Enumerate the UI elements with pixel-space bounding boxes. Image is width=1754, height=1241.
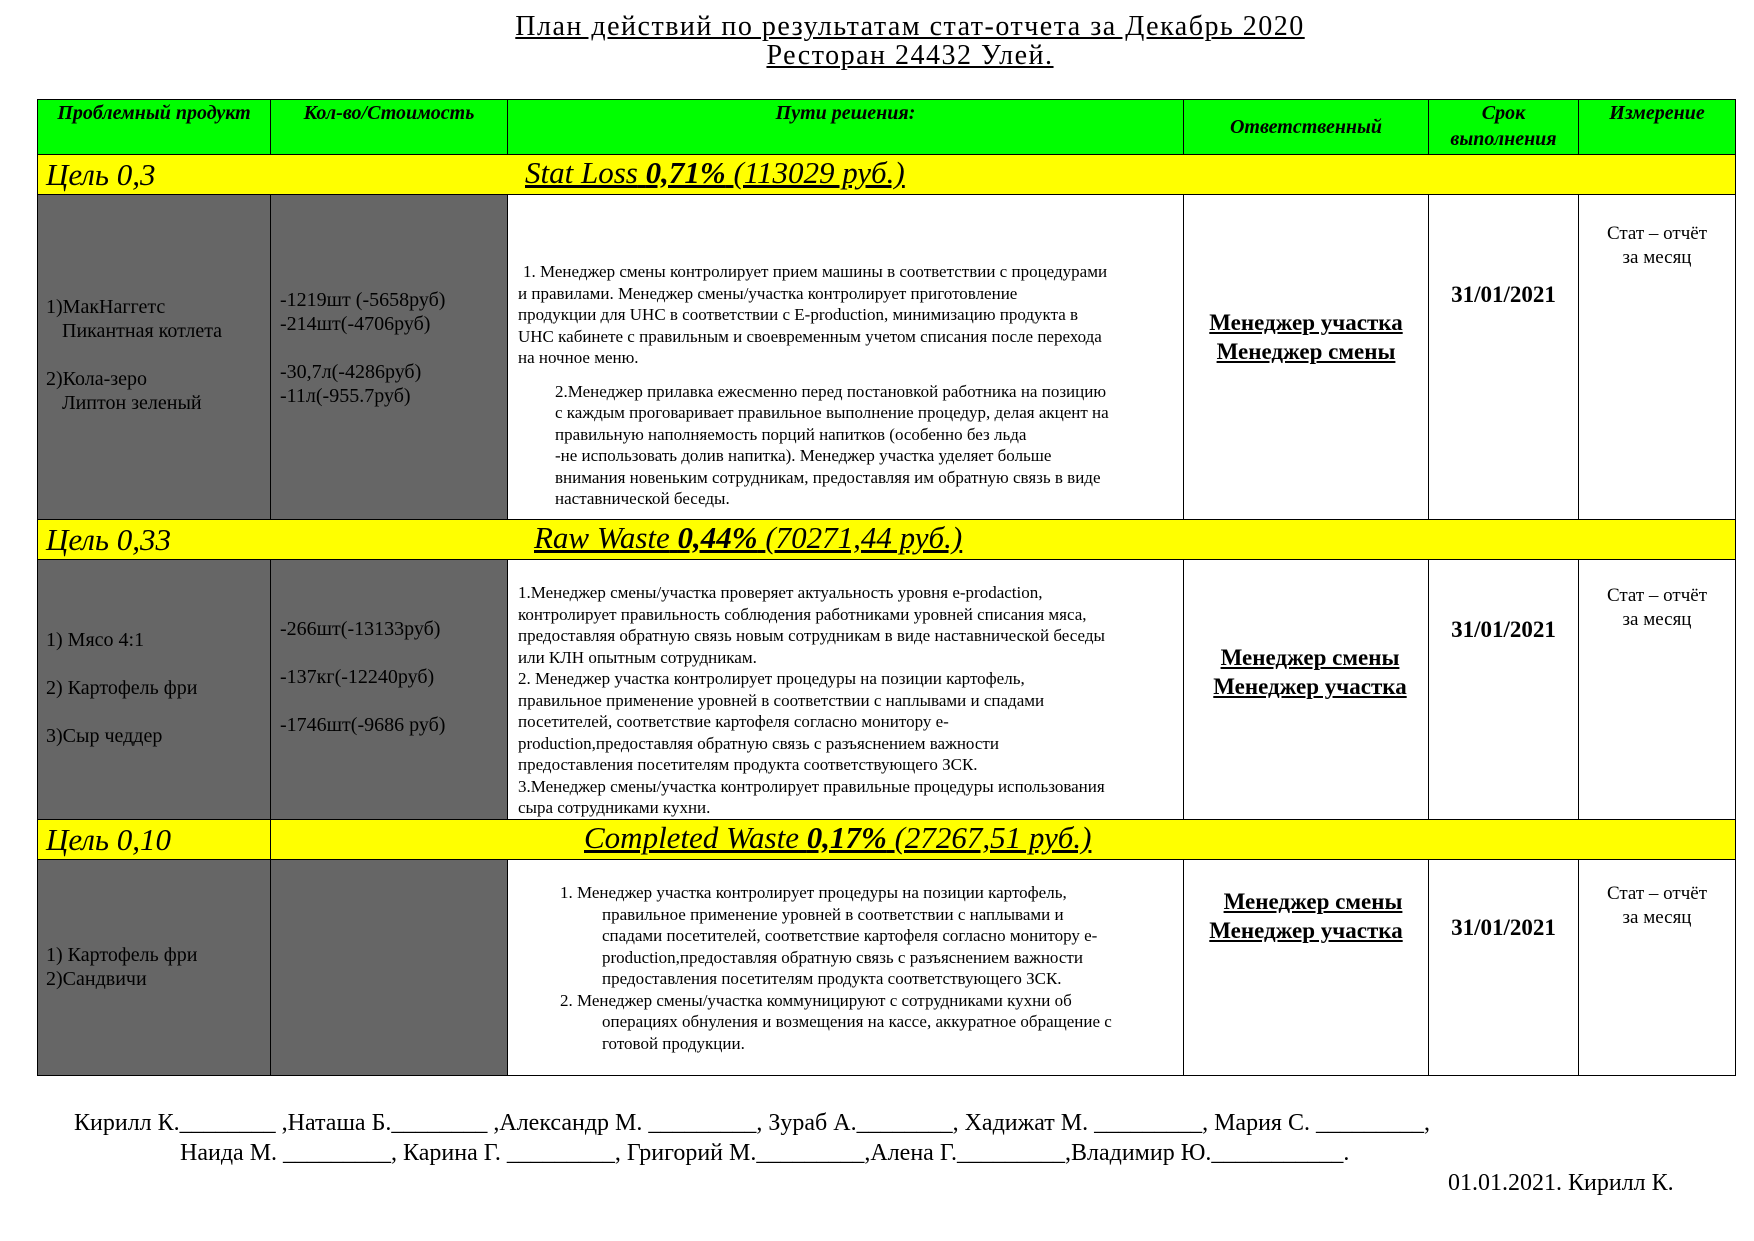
solution-line: предоставления посетителям продукта соответствующего ЗСК. xyxy=(518,755,978,774)
metric-percent: 0,17% xyxy=(806,820,887,855)
header-responsible: Ответственный xyxy=(1184,100,1429,155)
header-solutions: Пути решения: xyxy=(508,100,1184,155)
measure-cell xyxy=(1579,195,1736,520)
responsible-cell xyxy=(1184,195,1429,520)
product-cell xyxy=(38,560,271,820)
qty-item: -1746шт(-9686 руб) xyxy=(280,714,446,736)
responsible-cell xyxy=(1184,860,1429,1076)
qty-cell xyxy=(271,860,508,1076)
title-line-1: План действий по результатам стат-отчета за Декабрь 2020 xyxy=(515,11,1305,42)
section-row xyxy=(38,560,1736,820)
product-item: 1) Картофель фри xyxy=(46,944,198,966)
responsible-name: Менеджер смены xyxy=(1220,645,1400,670)
responsible-name: Менеджер смены xyxy=(1223,889,1403,914)
deadline-date: 31/01/2021 xyxy=(1451,617,1556,642)
solution-line: UHC кабинете с правильным и своевременным учетом списания после перехода xyxy=(518,326,1102,346)
solution-line: правильную наполняемость порций напитков (особенно без льда xyxy=(555,424,1027,444)
metric-name: Completed Waste xyxy=(584,820,799,855)
responsible-name: Менеджер участка xyxy=(1213,674,1407,699)
deadline-cell xyxy=(1429,560,1579,820)
solutions-cell xyxy=(508,560,1184,820)
solutions-cell xyxy=(508,860,1184,1076)
measure-text: Стат – отчёт xyxy=(1606,883,1708,904)
responsible-name: Менеджер участка xyxy=(1209,310,1403,335)
responsible-name: Менеджер смены xyxy=(1216,339,1396,364)
measure-text: Стат – отчёт xyxy=(1606,223,1708,244)
solution-line: 2. Менеджер смены/участка коммуницируют с сотрудниками кухни об xyxy=(560,990,1072,1010)
solution-line: на ночное меню. xyxy=(518,348,639,367)
goal-metric xyxy=(584,820,1091,856)
section-row xyxy=(38,195,1736,520)
goal-row xyxy=(38,520,1736,560)
product-item: 3)Сыр чеддер xyxy=(46,725,163,747)
solution-line: контролирует правильность соблюдения работниками уровней списания мяса, xyxy=(518,604,1087,624)
solution-line: правильное применение уровней в соответствии с наплывами и xyxy=(602,904,1064,924)
responsible-name: Менеджер участка xyxy=(1209,918,1403,943)
goal-metric xyxy=(525,155,905,191)
solution-line: -не использовать долив напитка). Менеджер участка уделяет больше xyxy=(555,446,1052,465)
solution-line: production,предоставляя обратную связь с разъяснением важности xyxy=(602,947,1083,967)
goal-row xyxy=(38,820,1736,860)
qty-item: -137кг(-12240руб) xyxy=(280,666,435,688)
product-item: Липтон зеленый xyxy=(62,392,202,414)
goal-label: Цель 0,33 xyxy=(46,521,171,557)
product-item: 2)Сандвичи xyxy=(46,968,147,990)
solution-line: 1. Менеджер смены контролирует прием машины в соответствии с процедурами xyxy=(523,262,1108,281)
solution-line: продукции для UHC в соответствии с E-production, минимизацию продукта в xyxy=(518,305,1079,324)
solution-line: production,предоставляя обратную связь с разъяснением важности xyxy=(518,733,999,753)
signature-date: 01.01.2021. Кирилл К. xyxy=(1448,1170,1674,1196)
measure-text: за месяц xyxy=(1622,247,1692,268)
solution-line: и правилами. Менеджер смены/участка контролирует приготовление xyxy=(518,283,1018,303)
header-row xyxy=(38,100,1736,155)
solution-line: правильное применение уровней в соответствии с наплывами и спадами xyxy=(518,690,1045,710)
solution-line: операциях обнуления и возмещения на кассе, аккуратное обращение с xyxy=(602,1012,1112,1031)
deadline-date: 31/01/2021 xyxy=(1451,282,1556,307)
solution-line: с каждым проговаривает правильное выполнение процедур, делая акцент на xyxy=(555,403,1109,422)
metric-name: Stat Loss xyxy=(525,155,638,190)
product-item: 2) Картофель фри xyxy=(46,677,198,699)
header-deadline: Срок выполнения xyxy=(1429,100,1579,155)
metric-sum: (70271,44 руб.) xyxy=(765,520,963,555)
deadline-cell xyxy=(1429,195,1579,520)
qty-item: -266шт(-13133руб) xyxy=(280,618,441,640)
header-product: Проблемный продукт xyxy=(38,100,271,155)
signatures-line-2: Наида М. _________, Карина Г. _________, Григорий М._________,Алена Г._________,Владимир Ю.___________. xyxy=(180,1140,1350,1166)
document-title xyxy=(0,12,1754,70)
solution-line: 3.Менеджер смены/участка контролирует правильные процедуры использования xyxy=(518,776,1105,796)
qty-item: -11л(-955.7руб) xyxy=(280,385,411,407)
product-item: 2)Кола-зеро xyxy=(46,368,148,390)
solution-line: 1. Менеджер участка контролирует процедуры на позиции картофель, xyxy=(560,883,1067,902)
signatures-line-1: Кирилл К.________ ,Наташа Б.________ ,Александр М. _________, Зураб А.________, Хадижат М. _________, Мария С. _________, xyxy=(74,1110,1430,1136)
product-item: 1) Мясо 4:1 xyxy=(46,629,145,651)
product-item: Пикантная котлета xyxy=(62,320,223,342)
section-row xyxy=(38,860,1736,1076)
measure-text: за месяц xyxy=(1622,907,1692,928)
metric-name: Raw Waste xyxy=(534,520,670,555)
product-cell xyxy=(38,860,271,1076)
solution-line: предоставления посетителям продукта соответствующего ЗСК. xyxy=(602,969,1062,988)
metric-percent: 0,44% xyxy=(677,520,758,555)
deadline-cell xyxy=(1429,860,1579,1076)
qty-item: -30,7л(-4286руб) xyxy=(280,361,422,383)
solution-line: готовой продукции. xyxy=(602,1033,745,1053)
solutions-cell xyxy=(508,195,1184,520)
solution-line: 2.Менеджер прилавка ежесменно перед постановкой работника на позицию xyxy=(555,381,1107,401)
qty-cell xyxy=(271,560,508,820)
solution-line: внимания новеньким сотрудникам, предоставляя им обратную связь в виде xyxy=(555,467,1101,487)
header-measure: Измерение xyxy=(1579,100,1736,155)
measure-text: за месяц xyxy=(1622,609,1692,630)
goal-row xyxy=(38,155,1736,195)
solution-line: сыра сотрудниками кухни. xyxy=(518,798,711,817)
goal-metric xyxy=(534,520,962,556)
measure-cell xyxy=(1579,560,1736,820)
qty-item: -214шт(-4706руб) xyxy=(280,313,431,335)
solution-line: посетителей, соответствие картофеля согласно монитору е- xyxy=(518,712,949,731)
qty-cell xyxy=(271,195,508,520)
measure-text: Стат – отчёт xyxy=(1606,585,1708,606)
title-line-2: Ресторан 24432 Улей. xyxy=(766,40,1054,71)
product-cell xyxy=(38,195,271,520)
metric-sum: (113029 руб.) xyxy=(733,155,905,190)
solution-line: предоставляя обратную связь новым сотрудникам в виде наставнической беседы xyxy=(518,626,1105,645)
product-item: 1)МакНаггетс xyxy=(46,296,166,318)
goal-label: Цель 0,10 xyxy=(46,821,171,857)
metric-percent: 0,71% xyxy=(645,155,726,190)
solution-line: или КЛН опытным сотрудникам. xyxy=(518,647,757,667)
deadline-date: 31/01/2021 xyxy=(1451,915,1556,940)
metric-sum: (27267,51 руб.) xyxy=(894,820,1092,855)
solution-line: 2. Менеджер участка контролирует процедуры на позиции картофель, xyxy=(518,669,1025,688)
solution-line: 1.Менеджер смены/участка проверяет актуальность уровня e-prodaction, xyxy=(518,583,1043,602)
qty-item: -1219шт (-5658руб) xyxy=(280,289,446,311)
measure-cell xyxy=(1579,860,1736,1076)
responsible-cell xyxy=(1184,560,1429,820)
header-qty: Кол-во/Стоимость xyxy=(271,100,508,155)
goal-label: Цель 0,3 xyxy=(46,156,156,192)
solution-line: спадами посетителей, соответствие картофеля согласно монитору е- xyxy=(602,926,1098,945)
action-plan-table xyxy=(37,99,1736,1076)
solution-line: наставнической беседы. xyxy=(555,489,730,508)
